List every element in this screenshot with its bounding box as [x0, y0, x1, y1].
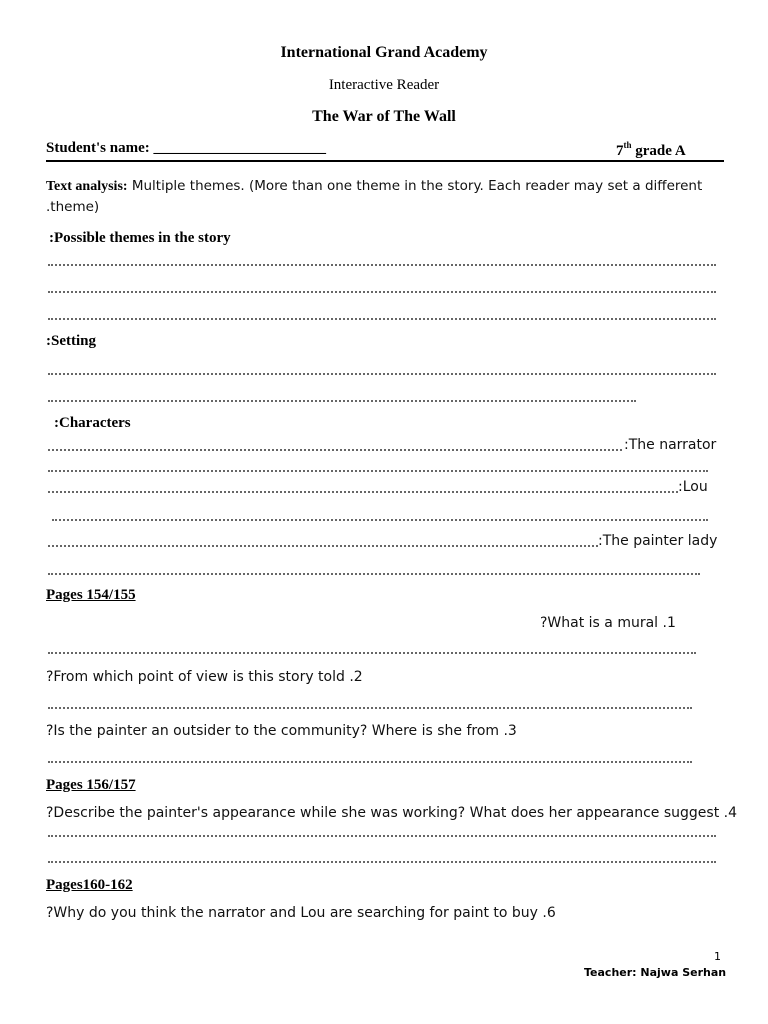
grade-suffix: th [623, 140, 632, 150]
text-analysis-line1 [46, 178, 702, 195]
answer-line[interactable] [48, 264, 716, 266]
answer-line[interactable] [48, 373, 716, 375]
grade-number: 7 [616, 143, 624, 159]
answer-line[interactable] [48, 707, 692, 709]
answer-line[interactable] [48, 491, 678, 493]
document-subtitle: Interactive Reader [328, 77, 440, 93]
question-4: ?Describe the painter's appearance while she was working? What does her appearance suggest .4 [46, 805, 738, 821]
header-divider [46, 160, 724, 162]
character-lou-label: :Lou [678, 479, 708, 495]
answer-line[interactable] [48, 291, 716, 293]
answer-line[interactable] [48, 835, 716, 837]
page-number: 1 [714, 950, 721, 963]
answer-line[interactable] [48, 470, 708, 472]
characters-heading: :Characters [54, 415, 131, 431]
grade-label [616, 140, 686, 160]
text-analysis-line2: .theme) [46, 199, 100, 215]
character-narrator-label: :The narrator [624, 437, 717, 453]
text-analysis-text: Multiple themes. (More than one theme in the story. Each reader may set a different [127, 178, 703, 194]
answer-line[interactable] [48, 761, 692, 763]
grade-rest: grade A [631, 143, 686, 159]
school-name: International Grand Academy [280, 44, 488, 61]
question-2: ?From which point of view is this story told .2 [46, 669, 363, 685]
section-heading-156-157: Pages 156/157 [46, 777, 136, 793]
question-6: ?Why do you think the narrator and Lou are searching for paint to buy .6 [46, 905, 556, 921]
setting-heading: :Setting [46, 333, 96, 349]
answer-line[interactable] [48, 652, 696, 654]
answer-line[interactable] [48, 400, 636, 402]
answer-line[interactable] [52, 519, 708, 521]
section-heading-160-162: Pages160-162 [46, 877, 133, 893]
answer-line[interactable] [48, 545, 598, 547]
section-heading-154-155: Pages 154/155 [46, 587, 136, 603]
answer-line[interactable] [48, 573, 700, 575]
question-3: ?Is the painter an outsider to the community? Where is she from .3 [46, 723, 517, 739]
answer-line[interactable] [48, 861, 716, 863]
character-painter-label: :The painter lady [598, 533, 718, 549]
answer-line[interactable] [48, 449, 622, 451]
teacher-name: Teacher: Najwa Serhan [584, 966, 727, 979]
text-analysis-label: Text analysis: [46, 179, 128, 194]
answer-line[interactable] [48, 318, 716, 320]
question-1: ?What is a mural .1 [540, 615, 676, 631]
story-title: The War of The Wall [312, 108, 456, 125]
themes-heading: :Possible themes in the story [49, 230, 231, 246]
student-name-label: Student's name: _______________________ [46, 140, 327, 156]
